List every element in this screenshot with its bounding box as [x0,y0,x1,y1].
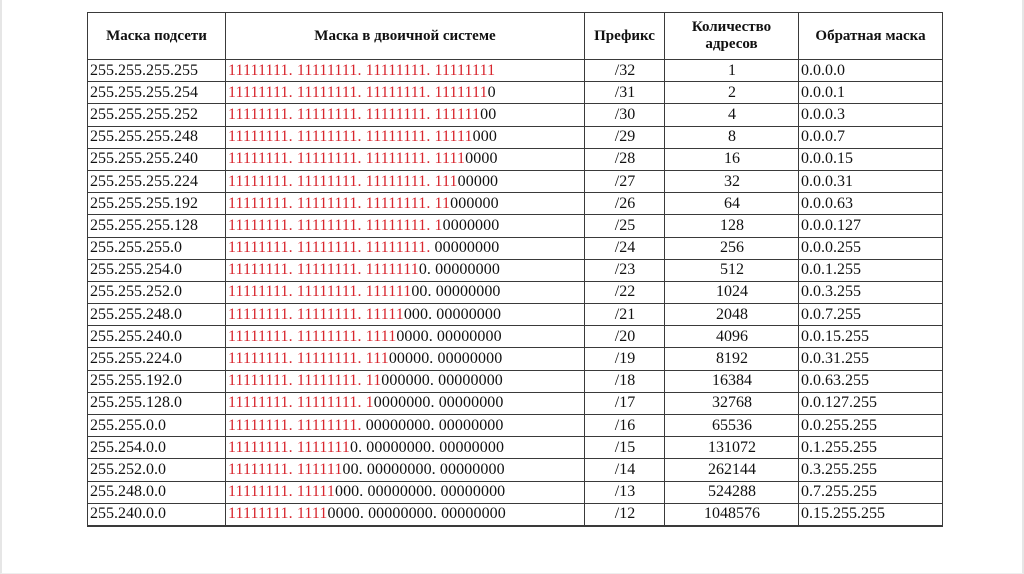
table-row [88,148,943,170]
cell-mask: 255.255.255.0 [88,237,226,259]
cell-mask: 255.255.255.128 [88,215,226,237]
table-row [88,459,943,481]
cell-count: 2048 [665,304,799,326]
cell-binary [226,459,585,481]
cell-binary [226,82,585,104]
header-row [88,13,943,60]
cell-prefix: /22 [585,281,665,303]
binary-zeros-bits: 00000000. 00000000 [361,416,504,434]
cell-mask: 255.255.255.224 [88,170,226,192]
cell-wildcard: 0.0.63.255 [799,370,943,392]
cell-mask: 255.252.0.0 [88,459,226,481]
table-row [88,237,943,259]
binary-zeros-bits: 0000 [465,150,498,168]
cell-mask: 255.255.0.0 [88,415,226,437]
binary-zeros-bits: 00000. 00000000 [388,350,503,368]
table-row [88,437,943,459]
cell-mask: 255.240.0.0 [88,503,226,526]
binary-ones-bits: 11111111. 11111111. 11111111. 1 [228,216,443,234]
cell-wildcard: 0.0.0.7 [799,126,943,148]
cell-count: 4096 [665,326,799,348]
cell-prefix: /23 [585,259,665,281]
binary-ones-bits: 11111111. 11111111. 11111111. 11 [228,194,451,212]
table-row [88,304,943,326]
cell-mask: 255.255.240.0 [88,326,226,348]
cell-wildcard: 0.0.31.255 [799,348,943,370]
binary-ones-bits: 11111111. 11111111. 11111111. 1111111 [228,83,488,101]
header-prefix: Префикс [585,13,665,60]
cell-mask: 255.255.248.0 [88,304,226,326]
binary-ones-bits: 11111111. 11111111. 1 [228,394,374,412]
cell-binary [226,126,585,148]
cell-count: 2 [665,82,799,104]
cell-count: 32 [665,170,799,192]
cell-count: 1048576 [665,503,799,526]
table-row [88,104,943,126]
cell-mask: 255.255.255.255 [88,60,226,82]
binary-zeros-bits: 0000. 00000000 [396,327,502,345]
binary-ones-bits: 11111111. 11111111. 111111 [228,283,412,301]
binary-zeros-bits: 00000000 [430,239,500,257]
cell-binary [226,503,585,526]
cell-prefix: /29 [585,126,665,148]
cell-mask: 255.255.255.192 [88,193,226,215]
binary-ones-bits: 11111111. 11111111. 1111111 [228,261,419,279]
binary-zeros-bits: 0000. 00000000. 00000000 [327,505,506,523]
cell-binary [226,104,585,126]
binary-zeros-bits: 000. 00000000. 00000000 [334,483,506,501]
cell-prefix: /24 [585,237,665,259]
cell-binary [226,148,585,170]
binary-ones-bits: 11111111. 11111 [228,483,335,501]
cell-count: 16384 [665,370,799,392]
binary-ones-bits: 11111111. 11111111. 11111111. 111 [228,172,458,190]
cell-binary [226,259,585,281]
table-row [88,392,943,414]
table-row [88,348,943,370]
binary-zeros-bits: 0000000. 00000000 [373,394,504,412]
cell-binary [226,281,585,303]
binary-zeros-bits: 000000. 00000000 [381,372,503,390]
cell-prefix: /31 [585,82,665,104]
binary-zeros-bits: 00. 00000000. 00000000 [342,460,505,478]
cell-wildcard: 0.0.3.255 [799,281,943,303]
cell-prefix: /17 [585,392,665,414]
cell-mask: 255.255.255.240 [88,148,226,170]
cell-mask: 255.255.224.0 [88,348,226,370]
cell-mask: 255.255.254.0 [88,259,226,281]
cell-count: 8 [665,126,799,148]
table-row [88,170,943,192]
cell-wildcard: 0.0.127.255 [799,392,943,414]
cell-prefix: /25 [585,215,665,237]
cell-mask: 255.255.255.248 [88,126,226,148]
table-row [88,415,943,437]
table-row [88,281,943,303]
cell-wildcard: 0.0.0.3 [799,104,943,126]
cell-binary [226,170,585,192]
cell-binary [226,193,585,215]
cell-count: 262144 [665,459,799,481]
cell-wildcard: 0.0.0.15 [799,148,943,170]
cell-binary [226,326,585,348]
cell-binary [226,237,585,259]
cell-binary [226,215,585,237]
cell-count: 1024 [665,281,799,303]
cell-wildcard: 0.0.0.0 [799,60,943,82]
binary-zeros-bits: 000000 [450,194,499,212]
cell-wildcard: 0.0.15.255 [799,326,943,348]
binary-zeros-bits: 00 [480,105,497,123]
table-row [88,259,943,281]
binary-ones-bits: 11111111. 11111111. [228,416,362,434]
cell-count: 128 [665,215,799,237]
cell-prefix: /32 [585,60,665,82]
cell-count: 524288 [665,481,799,503]
binary-ones-bits: 11111111. 11111111. 111 [228,350,389,368]
header-count: Количество адресов [665,13,799,60]
cell-mask: 255.255.252.0 [88,281,226,303]
cell-wildcard: 0.0.255.255 [799,415,943,437]
binary-ones-bits: 11111111. 11111111. 11111111. [228,239,431,257]
cell-binary [226,304,585,326]
table-row [88,82,943,104]
cell-prefix: /12 [585,503,665,526]
cell-prefix: /18 [585,370,665,392]
table-row [88,60,943,82]
binary-zeros-bits: 00. 00000000 [411,283,501,301]
cell-mask: 255.248.0.0 [88,481,226,503]
cell-prefix: /20 [585,326,665,348]
binary-ones-bits: 11111111. 11111111. 11111111. 1111 [228,150,466,168]
binary-zeros-bits: 000 [472,128,497,146]
binary-zeros-bits: 00000 [457,172,499,190]
cell-mask: 255.255.128.0 [88,392,226,414]
cell-wildcard: 0.0.0.255 [799,237,943,259]
cell-prefix: /15 [585,437,665,459]
cell-prefix: /13 [585,481,665,503]
binary-ones-bits: 11111111. 11111111. 11111111. 11111 [228,128,473,146]
cell-binary [226,437,585,459]
cell-count: 4 [665,104,799,126]
cell-prefix: /30 [585,104,665,126]
header-binary: Маска в двоичной системе [226,13,585,60]
cell-mask: 255.254.0.0 [88,437,226,459]
table-row [88,370,943,392]
table-row [88,193,943,215]
cell-wildcard: 0.0.1.255 [799,259,943,281]
table-row [88,481,943,503]
cell-wildcard: 0.0.0.31 [799,170,943,192]
cell-wildcard: 0.0.7.255 [799,304,943,326]
cell-count: 16 [665,148,799,170]
cell-count: 8192 [665,348,799,370]
cell-wildcard: 0.15.255.255 [799,503,943,526]
cell-binary [226,392,585,414]
cell-mask: 255.255.192.0 [88,370,226,392]
header-mask: Маска подсети [88,13,226,60]
cell-count: 1 [665,60,799,82]
cell-wildcard: 0.0.0.63 [799,193,943,215]
binary-zeros-bits: 0000000 [442,216,500,234]
cell-binary [226,60,585,82]
binary-zeros-bits: 0. 00000000. 00000000 [349,438,505,456]
cell-prefix: /26 [585,193,665,215]
cell-prefix: /27 [585,170,665,192]
table-row [88,215,943,237]
binary-ones-bits: 11111111. 1111 [228,505,328,523]
cell-count: 64 [665,193,799,215]
subnet-mask-table [87,12,943,527]
cell-count: 256 [665,237,799,259]
cell-count: 32768 [665,392,799,414]
cell-wildcard: 0.1.255.255 [799,437,943,459]
cell-prefix: /28 [585,148,665,170]
binary-ones-bits: 11111111. 1111111 [228,438,350,456]
binary-zeros-bits: 0. 00000000 [418,261,500,279]
cell-binary [226,348,585,370]
binary-ones-bits: 11111111. 111111 [228,460,343,478]
cell-count: 131072 [665,437,799,459]
table-body [88,60,943,526]
cell-count: 512 [665,259,799,281]
table-row [88,503,943,526]
cell-binary [226,370,585,392]
cell-wildcard: 0.7.255.255 [799,481,943,503]
cell-prefix: /19 [585,348,665,370]
header-wildcard: Обратная маска [799,13,943,60]
cell-wildcard: 0.3.255.255 [799,459,943,481]
cell-binary [226,415,585,437]
binary-ones-bits: 11111111. 11111111. 11111111. 111111 [228,105,481,123]
cell-binary [226,481,585,503]
binary-ones-bits: 11111111. 11111111. 1111 [228,327,397,345]
table-row [88,126,943,148]
cell-wildcard: 0.0.0.127 [799,215,943,237]
cell-mask: 255.255.255.252 [88,104,226,126]
cell-mask: 255.255.255.254 [88,82,226,104]
binary-zeros-bits: 0 [487,83,496,101]
binary-ones-bits: 11111111. 11111111. 11 [228,372,382,390]
cell-prefix: /21 [585,304,665,326]
cell-count: 65536 [665,415,799,437]
cell-prefix: /16 [585,415,665,437]
binary-ones-bits: 11111111. 11111111. 11111111. 11111111 [228,61,496,79]
binary-zeros-bits: 000. 00000000 [403,305,502,323]
cell-prefix: /14 [585,459,665,481]
cell-wildcard: 0.0.0.1 [799,82,943,104]
binary-ones-bits: 11111111. 11111111. 11111 [228,305,404,323]
table-row [88,326,943,348]
